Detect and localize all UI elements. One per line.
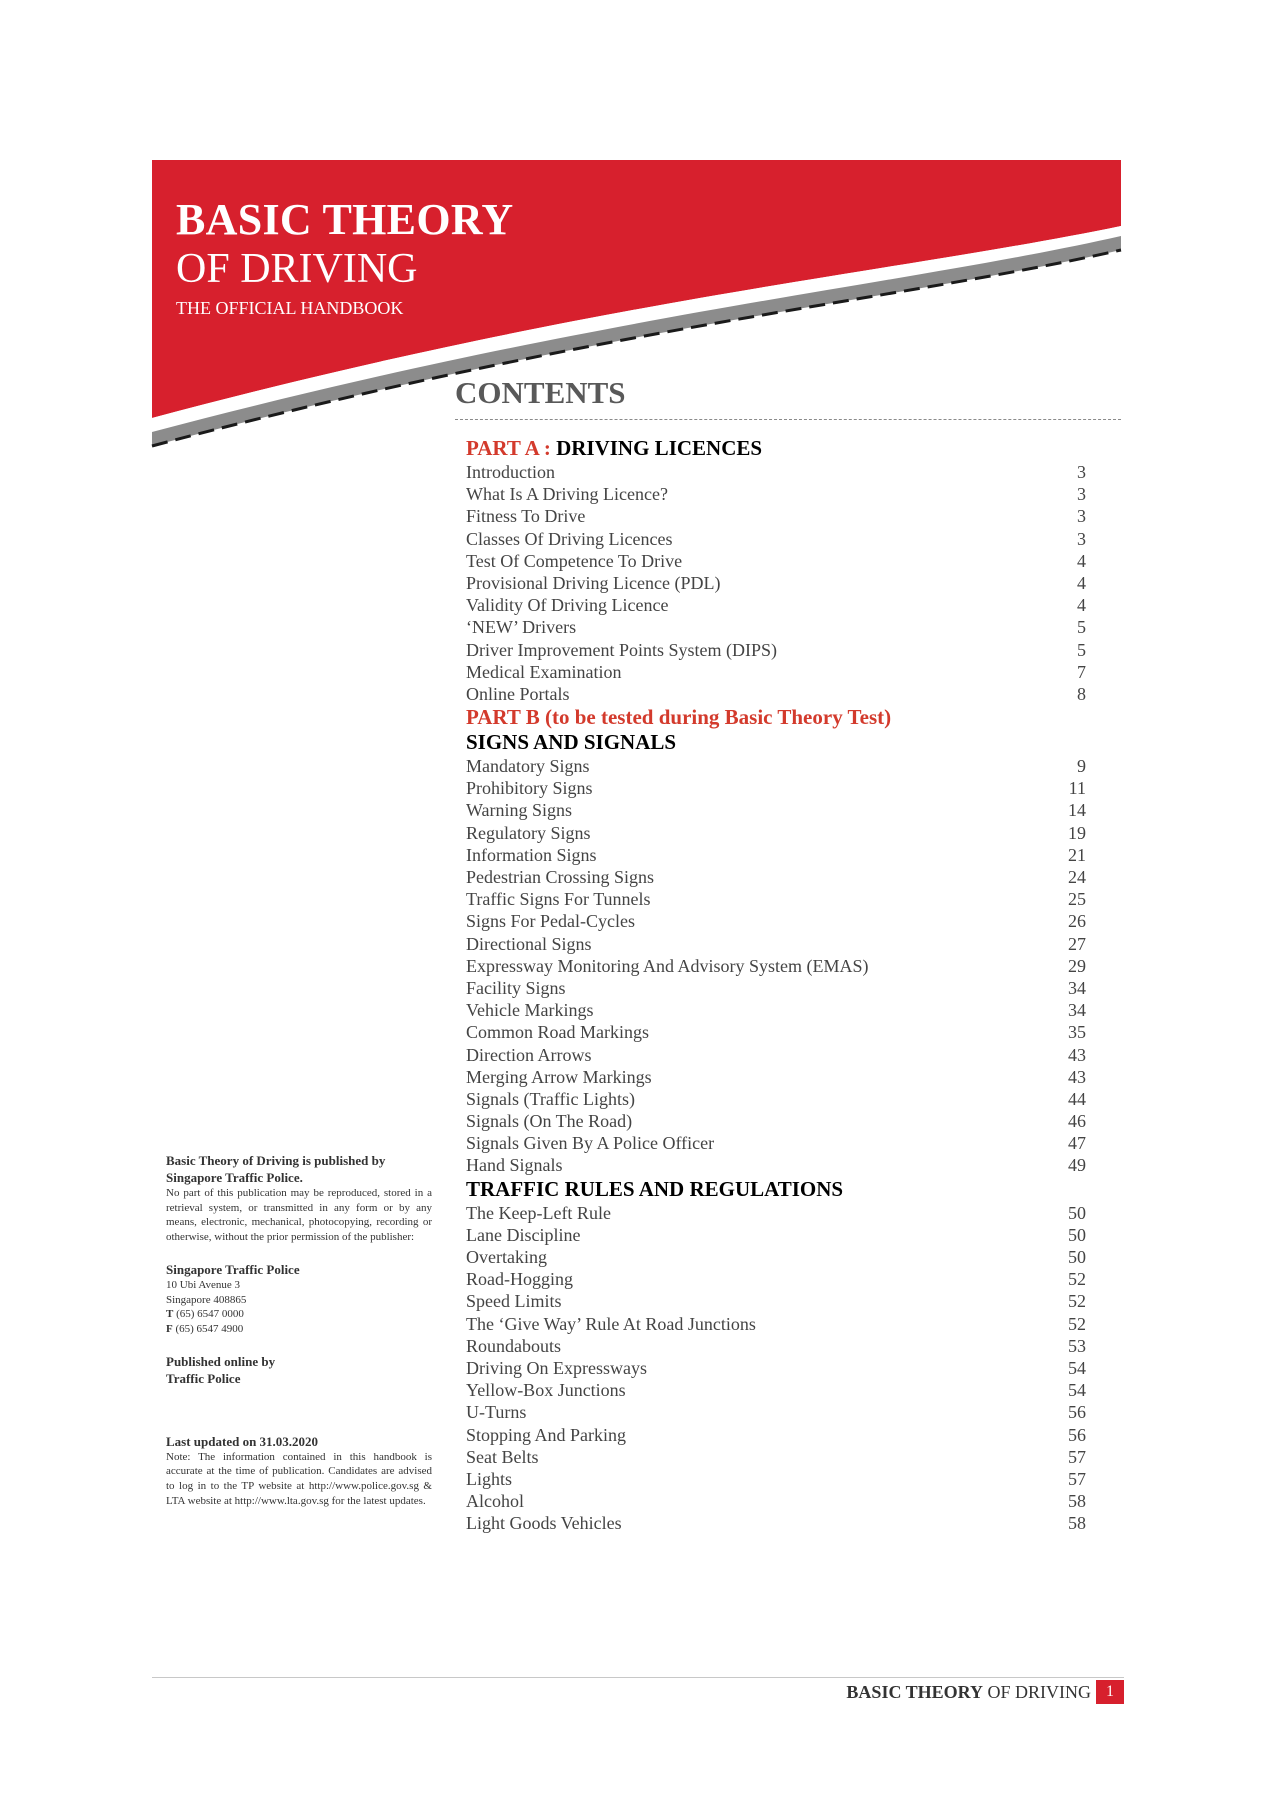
- toc-entry-label: Regulatory Signs: [466, 822, 591, 843]
- toc-entry-label: Direction Arrows: [466, 1044, 592, 1065]
- online-publisher-line-2: Traffic Police: [166, 1370, 241, 1386]
- publisher-heading-line-1: Basic Theory of Driving is published by: [166, 1153, 386, 1168]
- toc-entry: [466, 1490, 1086, 1512]
- toc-entry: [466, 1512, 1086, 1534]
- part-b-heading: PART B (to be tested during Basic Theory Test): [466, 705, 892, 730]
- toc-entry-page: 52: [1068, 1313, 1086, 1334]
- toc-entry: [466, 1424, 1086, 1446]
- part-a-prefix: PART A :: [466, 436, 551, 460]
- toc-entry-page: 19: [1068, 822, 1086, 843]
- toc-entry-page: 7: [1077, 661, 1086, 682]
- toc-entry-page: 56: [1068, 1402, 1086, 1423]
- toc-entry-page: 14: [1068, 800, 1086, 821]
- toc-entry-page: 47: [1068, 1133, 1086, 1154]
- toc-entry-page: 50: [1068, 1224, 1086, 1245]
- signs-section-heading: SIGNS AND SIGNALS: [466, 730, 677, 755]
- toc-entry-page: 54: [1068, 1380, 1086, 1401]
- rights-notice: No part of this publication may be reproduced, stored in a retrieval system, or transmitted in any form or by any means, electronic, mechanical, photocopying, recording or otherwise, without the prior permission of the publisher:: [166, 1187, 432, 1244]
- toc-entry: [466, 1202, 1086, 1224]
- toc-entry: [466, 933, 1086, 955]
- org-name: Singapore Traffic Police: [166, 1261, 300, 1277]
- toc-entry-label: Lights: [466, 1468, 513, 1489]
- toc-entry-label: Fitness To Drive: [466, 506, 586, 527]
- toc-entry-page: 57: [1068, 1468, 1086, 1489]
- toc-entry-page: 53: [1068, 1335, 1086, 1356]
- toc-entry: [466, 616, 1086, 638]
- page-number: 1: [1096, 1680, 1124, 1704]
- toc-entry-label: The ‘Give Way’ Rule At Road Junctions: [466, 1313, 756, 1334]
- contents-heading: CONTENTS: [455, 375, 1121, 420]
- toc-entry: [466, 1110, 1086, 1132]
- toc-entry: [466, 999, 1086, 1021]
- toc-entry: [466, 955, 1086, 977]
- toc-entry-label: Merging Arrow Markings: [466, 1066, 652, 1087]
- toc-entry: [466, 777, 1086, 799]
- toc-entry: [466, 888, 1086, 910]
- toc-entry-label: Seat Belts: [466, 1446, 539, 1467]
- toc-entry: [466, 822, 1086, 844]
- toc-entry-label: Classes Of Driving Licences: [466, 528, 673, 549]
- toc-entry-label: Signs For Pedal-Cycles: [466, 911, 635, 932]
- toc-entry-page: 58: [1068, 1513, 1086, 1534]
- toc-entry-page: 4: [1077, 572, 1086, 593]
- toc-entry-label: Introduction: [466, 462, 555, 482]
- toc-entry-page: 49: [1068, 1155, 1086, 1176]
- toc-entry-page: 4: [1077, 550, 1086, 571]
- toc-entry-label: Driver Improvement Points System (DIPS): [466, 639, 777, 660]
- toc-entry-label: Pedestrian Crossing Signs: [466, 867, 655, 887]
- toc-entry-page: 43: [1068, 1066, 1086, 1087]
- toc-entry-label: Alcohol: [466, 1491, 524, 1512]
- toc-entry-page: 50: [1068, 1202, 1086, 1223]
- toc-entry: [466, 1021, 1086, 1043]
- toc-entry-label: Overtaking: [466, 1247, 547, 1267]
- toc-entry-page: 43: [1068, 1044, 1086, 1065]
- toc-entry: [466, 1088, 1086, 1110]
- rules-list: [466, 1202, 1086, 1535]
- handbook-subtitle: THE OFFICIAL HANDBOOK: [176, 298, 404, 318]
- toc-entry-page: 9: [1077, 756, 1086, 777]
- toc-entry-label: Validity Of Driving Licence: [466, 595, 669, 616]
- toc-entry: [466, 977, 1086, 999]
- toc-entry: [466, 1357, 1086, 1379]
- toc-entry-label: What Is A Driving Licence?: [466, 484, 668, 505]
- online-publisher-line-1: Published online by: [166, 1353, 276, 1369]
- rules-section-heading: TRAFFIC RULES AND REGULATIONS: [466, 1176, 844, 1201]
- toc-entry-page: 3: [1077, 484, 1086, 505]
- toc-entry: [466, 799, 1086, 821]
- toc-entry-label: U-Turns: [466, 1402, 527, 1423]
- toc-entry-label: Directional Signs: [466, 933, 592, 954]
- toc-entry-page: 5: [1077, 617, 1086, 638]
- toc-entry-label: Signals (Traffic Lights): [466, 1088, 635, 1109]
- toc-entry-label: Lane Discipline: [466, 1224, 581, 1245]
- handbook-title: [176, 196, 513, 320]
- footer-title: BASIC THEORY OF DRIVING: [846, 1682, 1091, 1702]
- toc-entry-page: 52: [1068, 1291, 1086, 1312]
- toc-entry-label: Medical Examination: [466, 661, 622, 682]
- title-line-2: OF DRIVING: [176, 246, 418, 292]
- toc-entry-label: Speed Limits: [466, 1291, 562, 1312]
- toc-entry-label: Warning Signs: [466, 800, 573, 821]
- part-a-list: [466, 461, 1086, 705]
- toc-entry-page: 24: [1068, 867, 1086, 887]
- toc-entry: [466, 1154, 1086, 1176]
- part-a-title: DRIVING LICENCES: [556, 436, 763, 460]
- toc-entry-label: Road-Hogging: [466, 1269, 573, 1290]
- toc-entry: [466, 1379, 1086, 1401]
- toc-entry-label: Provisional Driving Licence (PDL): [466, 572, 721, 593]
- telephone: T (65) 6547 0000: [166, 1308, 244, 1321]
- toc-entry: [466, 639, 1086, 661]
- toc-entry-label: ‘NEW’ Drivers: [466, 617, 577, 638]
- toc-entry: [466, 1044, 1086, 1066]
- toc-entry: [466, 572, 1086, 594]
- toc-entry-page: 26: [1068, 911, 1086, 932]
- toc-entry-label: Yellow-Box Junctions: [466, 1380, 626, 1401]
- toc-entry: [466, 1401, 1086, 1423]
- update-note: Note: The information contained in this handbook is accurate at the time of publication. Candidates are advised to log in to the TP website at http://www.police.gov.sg & LTA website at http://www.lta.gov.sg for the latest updates.: [166, 1450, 432, 1507]
- table-of-contents: [466, 436, 1086, 1534]
- toc-entry-label: Expressway Monitoring And Advisory System (EMAS): [466, 955, 869, 976]
- toc-entry-page: 56: [1068, 1424, 1086, 1445]
- toc-entry: [466, 483, 1086, 505]
- publisher-heading-line-2: Singapore Traffic Police.: [166, 1170, 303, 1185]
- toc-entry-page: 3: [1077, 506, 1086, 527]
- toc-entry-label: Common Road Markings: [466, 1022, 649, 1043]
- toc-entry: [466, 550, 1086, 572]
- signs-list: [466, 755, 1086, 1177]
- footer-divider: [152, 1677, 1124, 1678]
- toc-entry-label: Signals Given By A Police Officer: [466, 1133, 715, 1154]
- title-line-1: BASIC THEORY: [176, 195, 514, 244]
- toc-entry-page: 46: [1068, 1111, 1086, 1132]
- toc-entry: [466, 1313, 1086, 1335]
- toc-entry: [466, 1224, 1086, 1246]
- toc-entry: [466, 461, 1086, 483]
- toc-entry: [466, 661, 1086, 683]
- toc-entry-page: 29: [1068, 955, 1086, 976]
- toc-entry-page: 3: [1077, 528, 1086, 549]
- toc-entry-page: 3: [1077, 462, 1086, 482]
- toc-entry-label: Signals (On The Road): [466, 1111, 633, 1132]
- toc-entry-label: Light Goods Vehicles: [466, 1513, 622, 1534]
- toc-entry: [466, 1468, 1086, 1490]
- toc-entry-label: Driving On Expressways: [466, 1357, 647, 1378]
- toc-entry-page: 4: [1077, 595, 1086, 616]
- toc-entry: [466, 866, 1086, 888]
- toc-entry-label: Roundabouts: [466, 1335, 562, 1356]
- toc-entry-label: Hand Signals: [466, 1155, 563, 1176]
- toc-entry-page: 8: [1077, 683, 1086, 704]
- part-a-heading: [466, 436, 1086, 461]
- fax: F (65) 6547 4900: [166, 1322, 244, 1335]
- toc-entry: [466, 1066, 1086, 1088]
- toc-entry-label: The Keep-Left Rule: [466, 1202, 611, 1223]
- toc-entry: [466, 505, 1086, 527]
- toc-entry: [466, 528, 1086, 550]
- toc-entry: [466, 1335, 1086, 1357]
- toc-entry-page: 5: [1077, 639, 1086, 660]
- toc-entry: [466, 1132, 1086, 1154]
- publisher-info: [166, 1152, 432, 1508]
- toc-entry-label: Prohibitory Signs: [466, 778, 593, 799]
- toc-entry-page: 21: [1068, 844, 1086, 865]
- toc-entry-page: 52: [1068, 1269, 1086, 1290]
- toc-entry-label: Online Portals: [466, 683, 570, 704]
- toc-entry-label: Mandatory Signs: [466, 756, 590, 777]
- last-updated: Last updated on 31.03.2020: [166, 1433, 319, 1449]
- toc-entry-page: 25: [1068, 889, 1086, 910]
- toc-entry-page: 57: [1068, 1446, 1086, 1467]
- toc-entry-label: Traffic Signs For Tunnels: [466, 889, 651, 910]
- toc-entry: [466, 1246, 1086, 1268]
- toc-entry-label: Information Signs: [466, 844, 597, 865]
- toc-entry: [466, 755, 1086, 777]
- toc-entry-page: 27: [1068, 933, 1086, 954]
- toc-entry: [466, 1290, 1086, 1312]
- toc-entry-page: 34: [1068, 977, 1086, 998]
- toc-entry: [466, 683, 1086, 705]
- toc-entry-label: Vehicle Markings: [466, 1000, 594, 1021]
- toc-entry-page: 34: [1068, 1000, 1086, 1021]
- toc-entry-label: Stopping And Parking: [466, 1424, 627, 1445]
- toc-entry-page: 58: [1068, 1491, 1086, 1512]
- toc-entry-page: 35: [1068, 1022, 1086, 1043]
- address-line-1: 10 Ubi Avenue 3: [166, 1278, 241, 1291]
- toc-entry: [466, 844, 1086, 866]
- toc-entry: [466, 594, 1086, 616]
- toc-entry: [466, 910, 1086, 932]
- toc-entry-page: 44: [1068, 1088, 1086, 1109]
- toc-entry-page: 50: [1068, 1247, 1086, 1267]
- toc-entry: [466, 1268, 1086, 1290]
- toc-entry-page: 11: [1068, 778, 1086, 799]
- toc-entry-label: Facility Signs: [466, 977, 566, 998]
- toc-entry-label: Test Of Competence To Drive: [466, 550, 683, 571]
- address-line-2: Singapore 408865: [166, 1293, 247, 1306]
- toc-entry-page: 54: [1068, 1357, 1086, 1378]
- toc-entry: [466, 1446, 1086, 1468]
